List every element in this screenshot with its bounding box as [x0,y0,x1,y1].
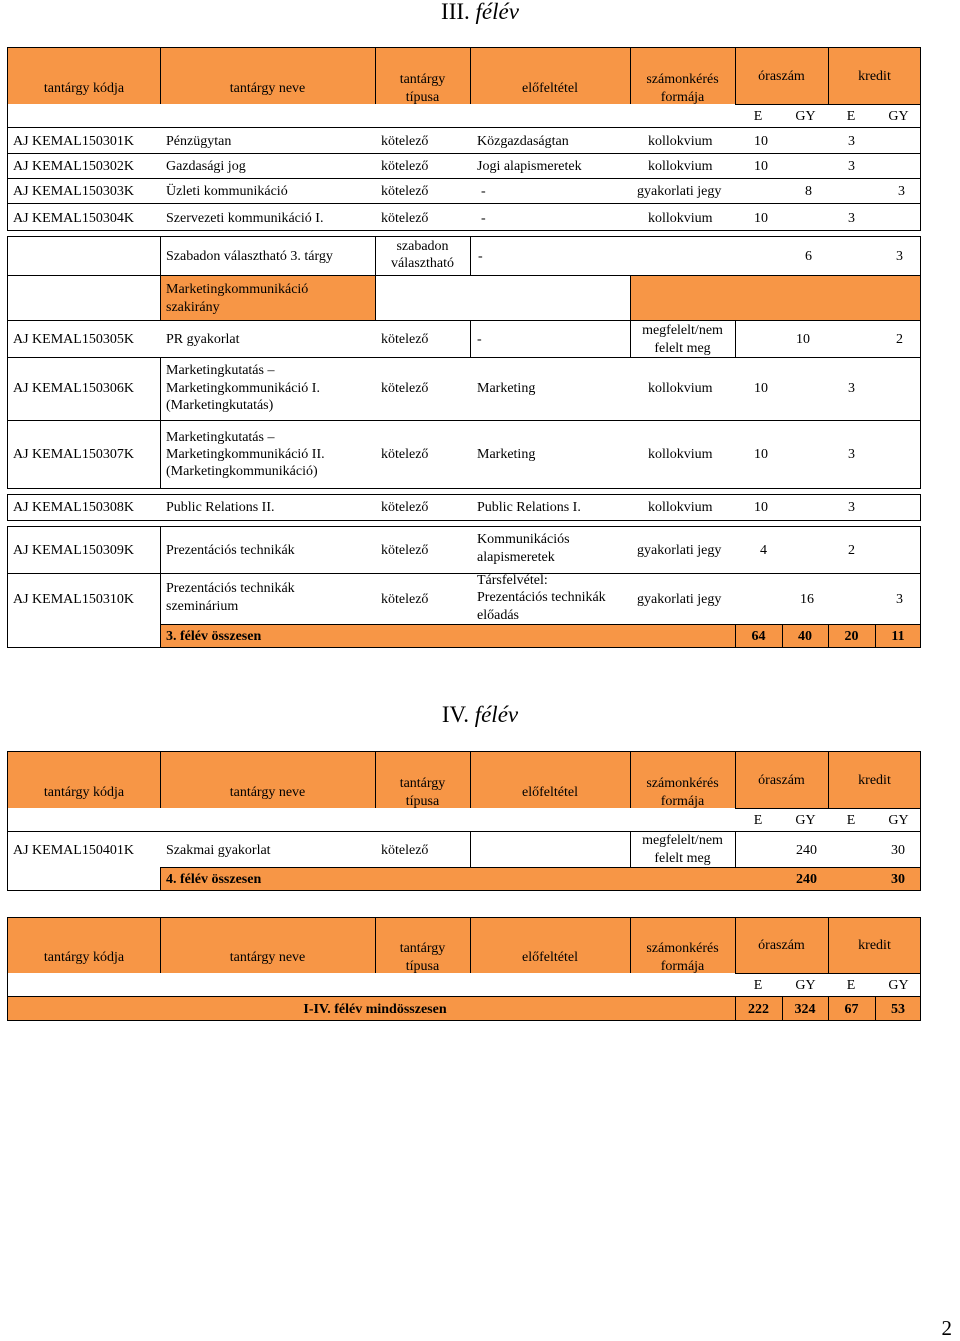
credit-gy-header: GY [888,108,909,124]
semester-4-title: IV. félév [441,702,519,727]
table-row-prereq: - [477,331,482,347]
table-row-prereq: Marketing [477,380,536,396]
col-prereq-header: előfeltétel [522,784,578,800]
credit-e-header: E [846,108,856,124]
col-type-header-2: típusa [405,958,440,974]
table-row-name: Üzleti kommunikáció [166,183,288,199]
table-row-hours: 4 [760,542,767,558]
grand-total-credit-gy: 53 [891,1001,905,1017]
elective-type-2: választható [391,256,454,271]
table-row-hours: 10 [754,380,768,396]
table-row-code: AJ KEMAL150304K [13,210,134,226]
total-credit: 30 [891,871,905,887]
col-credit-header: kredit [858,937,891,953]
credit-e-header: E [846,977,856,993]
table-row-credit: 3 [848,380,855,396]
elective-type-1: szabadon [396,239,449,254]
table-row-code: AJ KEMAL150303K [13,183,134,199]
table-row-credit: 3 [896,591,903,607]
table-row-type: kötelező [381,133,429,149]
table-row-prereq-2: alapismeretek [477,550,555,565]
col-prereq-header: előfeltétel [522,80,578,96]
table-row-name: Prezentációs technikák [166,542,295,558]
table-row-code: AJ KEMAL150305K [13,331,134,347]
table-row-code: AJ KEMAL150308K [13,499,134,515]
table-row-exam: gyakorlati jegy [637,183,722,199]
table-row-exam: kollokvium [648,446,713,462]
hours-e-header: E [753,812,763,828]
col-exam-header-1: számonkérés [646,775,719,791]
col-code-header: tantárgy kódja [43,80,125,96]
credit-gy-header: GY [888,812,909,828]
table-row-name: Public Relations II. [166,499,275,515]
table-row-exam: gyakorlati jegy [637,542,722,558]
total-hours-gy: 40 [798,628,812,644]
table-row-prereq: Közgazdaságtan [477,133,569,149]
table-row-hours: 240 [796,842,817,858]
table-row-type: kötelező [381,591,429,607]
table-row-hours: 10 [754,158,768,174]
table-row-prereq-2: Prezentációs technikák [477,590,606,605]
table-row-hours: 10 [754,133,768,149]
col-type-header-1: tantárgy [399,940,446,956]
table-row-name-2: Marketingkommunikáció II. [166,447,325,462]
hours-gy-header: GY [795,108,816,124]
elective-name: Szabadon választható 3. tárgy [166,248,333,264]
table-row-name-3: (Marketingkommunikáció) [166,464,318,479]
col-exam-header-2: formája [660,89,705,105]
table-row-exam: kollokvium [648,133,713,149]
col-type-header-1: tantárgy [399,71,446,87]
table-row-name: Szervezeti kommunikáció I. [166,210,324,226]
table-row-code: AJ KEMAL150401K [13,842,134,858]
table-row-exam: kollokvium [648,380,713,396]
table-row-credit: 30 [891,842,905,858]
table-row-type: kötelező [381,210,429,226]
table-row-hours: 10 [754,210,768,226]
specialization-subtitle: szakirány [166,299,220,315]
col-hours-header: óraszám [758,772,805,788]
col-exam-header-2: formája [660,793,705,809]
table-row-code: AJ KEMAL150302K [13,158,134,174]
table-row-name: Pénzügytan [166,133,232,149]
table-row-credit: 3 [848,133,855,149]
semester-4-total-label: 4. félév összesen [166,871,262,887]
table-row-exam: kollokvium [648,499,713,515]
table-row-code: AJ KEMAL150309K [13,542,134,558]
table-row-exam: kollokvium [648,210,713,226]
specialization-title: Marketingkommunikáció [166,281,309,297]
col-type-header-2: típusa [405,793,440,809]
table-row-type: kötelező [381,542,429,558]
col-type-header-1: tantárgy [399,775,446,791]
col-credit-header: kredit [858,68,891,84]
table-row-name: Szakmai gyakorlat [166,842,271,858]
table-row-prereq: Marketing [477,446,536,462]
table-row-type: kötelező [381,842,429,858]
col-name-header: tantárgy neve [229,949,306,965]
table-row-hours: 10 [796,331,810,347]
table-row-type: kötelező [381,499,429,515]
table-row-type: kötelező [381,380,429,396]
table-row-name-1: Marketingkutatás – [166,430,275,445]
table-row-prereq-1: Társfelvétel: [477,573,548,588]
table-row-credit: 2 [848,542,855,558]
credit-gy-header: GY [888,977,909,993]
table-row-type: kötelező [381,183,429,199]
col-type-header-2: típusa [405,89,440,105]
hours-gy-header: GY [795,812,816,828]
table-row-prereq: Public Relations I. [477,499,581,515]
total-credit-e: 20 [844,628,859,644]
grand-total-hours-e: 222 [748,1001,769,1017]
col-name-header: tantárgy neve [229,784,306,800]
total-hours-e: 64 [751,628,766,644]
semester-3-total-label: 3. félév összesen [166,628,262,644]
table-row-credit: 3 [848,499,855,515]
table-row-name: PR gyakorlat [166,331,240,347]
elective-hours: 6 [805,248,812,264]
hours-e-header: E [753,977,763,993]
page-number: 2 [941,1316,952,1340]
total-hours: 240 [796,871,817,887]
col-exam-header-1: számonkérés [646,71,719,87]
table-row-hours: 10 [754,446,768,462]
table-row-name-1: Prezentációs technikák [166,581,295,596]
table-row-prereq: - [481,183,486,199]
col-exam-header-1: számonkérés [646,940,719,956]
elective-prereq: - [478,248,483,264]
grand-total-credit-e: 67 [844,1001,859,1017]
total-credit-gy: 11 [891,628,905,644]
table-row-hours: 10 [754,499,768,515]
table-row-exam-1: megfelelt/nem [642,833,723,848]
col-hours-header: óraszám [758,68,805,84]
table-row-name: Gazdasági jog [166,158,246,174]
table-row-code: AJ KEMAL150306K [13,380,134,396]
table-row-code: AJ KEMAL150301K [13,133,134,149]
table-row-exam-1: megfelelt/nem [642,322,723,338]
grand-total-hours-gy: 324 [794,1001,816,1017]
table-row-code: AJ KEMAL150307K [13,446,134,462]
col-credit-header: kredit [858,772,891,788]
table-row-prereq-3: előadás [477,608,519,623]
table-row-code: AJ KEMAL150310K [13,591,134,607]
col-hours-header: óraszám [758,937,805,953]
table-row-credit: 3 [898,183,905,199]
table-row-credit: 2 [896,331,903,347]
semester-3-title: III. félév [441,0,519,24]
table-row-hours: 8 [805,183,812,199]
table-row-credit: 3 [848,158,855,174]
table-row-type: kötelező [381,158,429,174]
grand-total-label: I-IV. félév mindösszesen [303,1001,447,1017]
table-row-name-2: szeminárium [166,599,239,614]
table-row-name-1: Marketingkutatás – [166,363,275,378]
table-row-exam-2: felelt meg [654,851,711,866]
table-row-prereq: - [481,210,486,226]
col-exam-header-2: formája [660,958,705,974]
hours-e-header: E [753,108,763,124]
col-code-header: tantárgy kódja [43,949,125,965]
col-prereq-header: előfeltétel [522,949,578,965]
table-row-credit: 3 [848,210,855,226]
table-row-name-3: (Marketingkutatás) [166,398,274,413]
table-row-type: kötelező [381,446,429,462]
table-row-prereq: Jogi alapismeretek [477,158,582,174]
table-row-prereq-1: Kommunikációs [477,532,570,547]
hours-gy-header: GY [795,977,816,993]
table-row-exam-2: felelt meg [654,340,711,356]
table-row-exam: gyakorlati jegy [637,591,722,607]
credit-e-header: E [846,812,856,828]
table-row-exam: kollokvium [648,158,713,174]
table-row-type: kötelező [381,331,429,347]
col-code-header: tantárgy kódja [43,784,125,800]
elective-credit: 3 [896,248,903,264]
col-name-header: tantárgy neve [229,80,306,96]
table-row-name-2: Marketingkommunikáció I. [166,381,320,396]
table-row-credit: 3 [848,446,855,462]
table-row-hours: 16 [800,591,814,607]
